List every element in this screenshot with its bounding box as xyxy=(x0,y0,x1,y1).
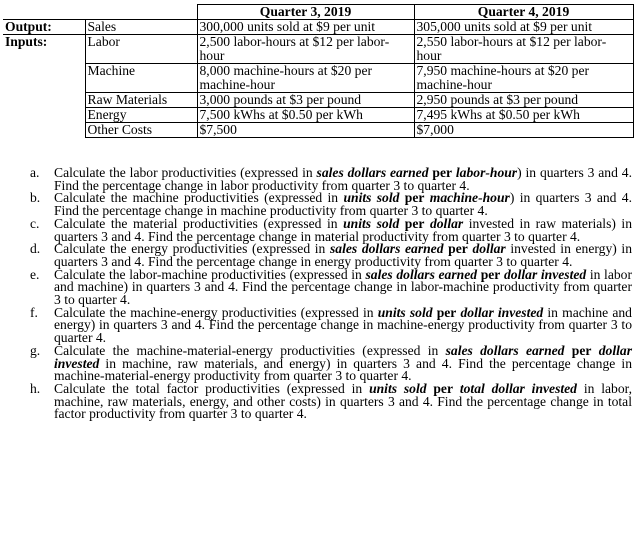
table-row xyxy=(3,93,633,108)
question-emphasis: units sold xyxy=(343,215,400,231)
question-emphasis: dollar xyxy=(429,215,464,231)
question-emphasis: labor-hour xyxy=(455,165,518,180)
question-marker: a. xyxy=(30,165,40,180)
question-emphasis: dollar invested xyxy=(54,342,632,371)
question-emphasis: per xyxy=(436,304,457,320)
question-item xyxy=(8,266,632,308)
table-row xyxy=(3,64,633,93)
question-emphasis: dollar invested xyxy=(504,266,587,282)
question-emphasis: sales dollars earned xyxy=(365,266,478,282)
question-emphasis: units sold xyxy=(377,304,433,320)
q4-cell: 7,495 kWhs at $0.50 per kWh xyxy=(414,108,633,123)
question-marker: h. xyxy=(30,380,41,396)
question-marker: c. xyxy=(30,215,40,231)
question-item xyxy=(8,380,633,422)
question-emphasis: per xyxy=(404,190,425,206)
q3-cell: 300,000 units sold at $9 per unit xyxy=(197,20,414,35)
row-label: Other Costs xyxy=(85,123,197,138)
row-label: Sales xyxy=(85,20,197,35)
question-text: invested in energy) in quarters 3 and 4. Find the percentage change in energy productivity from quarter 3 to quarter 4. xyxy=(54,241,632,269)
row-label: Machine xyxy=(85,64,197,93)
question-emphasis: per xyxy=(433,380,454,396)
question-text: ) in quarters 3 and 4. Find the percentage change in labor productivity from quarter 3 to quarter 4. xyxy=(54,165,632,193)
question-text: invested in raw materials) in quarters 3 and 4. Find the percentage change in material productivity from quarter 3 to quarter 4. xyxy=(54,215,632,244)
question-marker: e. xyxy=(30,266,40,282)
question-emphasis: total dollar invested xyxy=(459,380,577,396)
question-emphasis: dollar xyxy=(472,241,506,257)
row-group-label: Inputs: xyxy=(3,35,85,64)
question-text: Calculate the energy productivities (expressed in xyxy=(54,241,330,257)
question-emphasis: units sold xyxy=(369,380,427,396)
question-item xyxy=(8,243,632,268)
question-emphasis: sales dollars earned xyxy=(316,165,429,180)
row-label: Labor xyxy=(85,35,197,64)
question-text: Calculate the machine-energy productivities (expressed in xyxy=(54,304,378,320)
q3-cell: 7,500 kWhs at $0.50 per kWh xyxy=(197,108,414,123)
header-q3: Quarter 3, 2019 xyxy=(197,5,414,20)
q4-cell: 305,000 units sold at $9 per unit xyxy=(414,20,633,35)
table-row xyxy=(3,35,633,64)
table-row xyxy=(3,20,633,35)
row-group-label xyxy=(3,108,85,123)
question-emphasis: units sold xyxy=(343,190,400,206)
question-text: Calculate the machine-material-energy productivities (expressed in xyxy=(54,342,446,358)
question-emphasis: per xyxy=(480,266,501,282)
q3-cell: $7,500 xyxy=(197,123,414,138)
question-emphasis: per xyxy=(571,342,592,358)
row-group-label xyxy=(3,93,85,108)
question-text: Calculate the machine productivities (expressed in xyxy=(54,190,344,206)
question-marker: f. xyxy=(30,304,38,320)
question-text: in machine, raw materials, and energy) in quarters 3 and 4. Find the percentage change in machine-material-energy productivity from quarter 3 to quarter 4. xyxy=(54,355,632,384)
header-cell xyxy=(85,5,197,20)
question-text: Calculate the material productivities (expressed in xyxy=(54,215,344,231)
table-header-row xyxy=(3,5,633,20)
question-text: in machine and energy) in quarters 3 and 4. Find the percentage change in machine-energy productivity from quarter 3 to quarter 4. xyxy=(54,304,632,346)
question-item xyxy=(8,215,632,244)
data-table xyxy=(3,4,634,138)
question-item xyxy=(8,304,632,346)
question-list xyxy=(8,167,632,421)
q3-cell: 3,000 pounds at $3 per pound xyxy=(197,93,414,108)
question-item xyxy=(8,167,632,192)
question-text: in labor and machine) in quarters 3 and 4. Find the percentage change in labor-machine productivity from quarter 3 to quarter 4. xyxy=(54,266,632,308)
header-cell xyxy=(3,5,85,20)
question-text: Calculate the labor-machine productivities (expressed in xyxy=(54,266,366,282)
question-marker: g. xyxy=(30,342,41,358)
q4-cell: $7,000 xyxy=(414,123,633,138)
question-emphasis: per xyxy=(404,215,425,231)
row-group-label: Output: xyxy=(3,20,85,35)
question-text: ) in quarters 3 and 4. Find the percentage change in machine productivity from quarter 3 to quarter 4. xyxy=(54,190,633,219)
question-emphasis: sales dollars earned xyxy=(330,241,444,257)
q4-cell: 2,950 pounds at $3 per pound xyxy=(414,93,633,108)
question-emphasis: machine-hour xyxy=(429,190,510,206)
row-label: Energy xyxy=(85,108,197,123)
table-row xyxy=(3,123,633,138)
row-group-label xyxy=(3,64,85,93)
q3-cell: 8,000 machine-hours at $20 per machine-hour xyxy=(197,64,414,93)
question-marker: d. xyxy=(30,241,41,257)
header-q4: Quarter 4, 2019 xyxy=(414,5,633,20)
question-marker: b. xyxy=(30,190,41,206)
question-item xyxy=(8,192,632,217)
row-group-label xyxy=(3,123,85,138)
question-emphasis: per xyxy=(448,241,468,257)
question-emphasis: sales dollars earned xyxy=(445,342,565,358)
question-emphasis: dollar invested xyxy=(460,304,544,320)
question-text: in labor, machine, raw materials, energy, and other costs) in quarters 3 and 4. Find the percentage change in total factor productivity from quarter 3 to quarter 4. xyxy=(54,380,633,422)
row-label: Raw Materials xyxy=(85,93,197,108)
q4-cell: 7,950 machine-hours at $20 per machine-hour xyxy=(414,64,633,93)
question-emphasis: per xyxy=(432,165,453,180)
question-text: Calculate the total factor productivities (expressed in xyxy=(54,380,370,396)
question-item xyxy=(8,342,632,384)
q3-cell: 2,500 labor-hours at $12 per labor-hour xyxy=(197,35,414,64)
q4-cell: 2,550 labor-hours at $12 per labor-hour xyxy=(414,35,633,64)
question-text: Calculate the labor productivities (expressed in xyxy=(54,165,317,180)
table-row xyxy=(3,108,633,123)
